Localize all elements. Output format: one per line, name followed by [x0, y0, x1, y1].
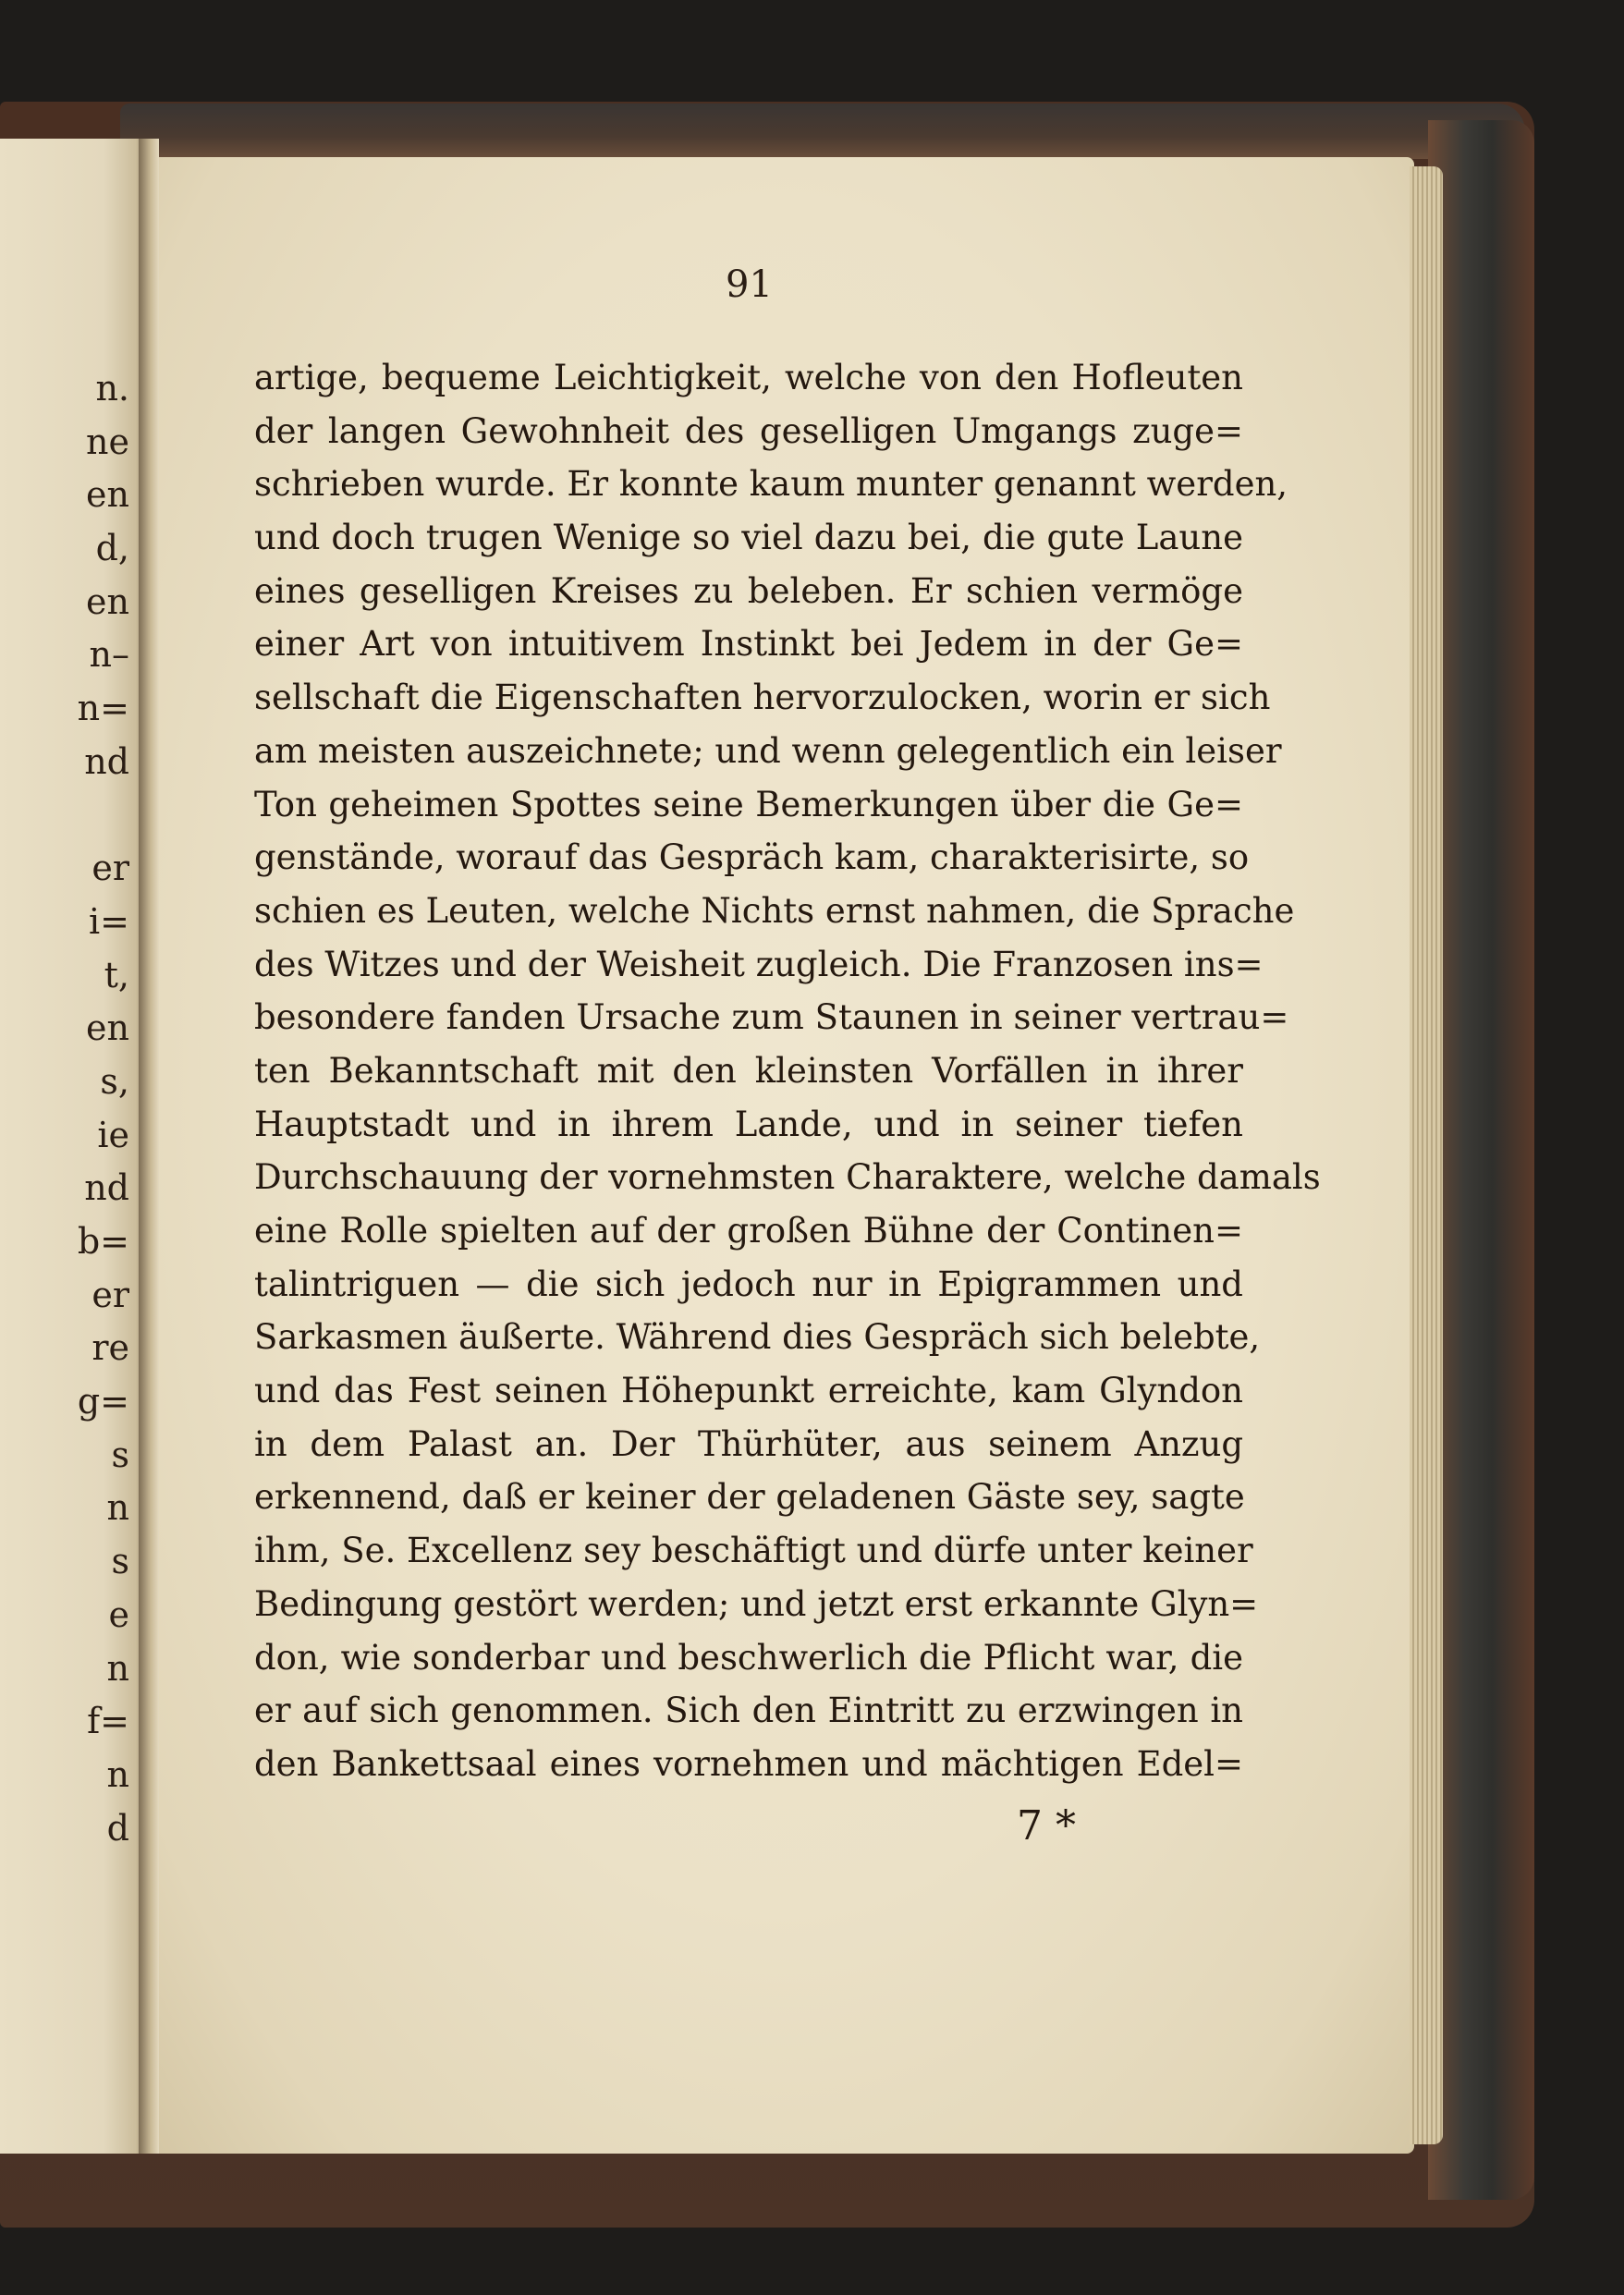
left-page-fragment: n [106, 1487, 129, 1529]
left-page-fragment: en [86, 1007, 129, 1049]
page-number: 91 [726, 263, 773, 306]
text-line: Bedingung gestört werden; und jetzt erst erkannte Glyn= [254, 1583, 1259, 1624]
left-page-fragment: n [106, 1647, 129, 1689]
left-page-fragment: nd [84, 740, 129, 782]
text-line: artige, bequeme Leichtigkeit, welche von den Hofleuten [254, 358, 1243, 397]
left-page-fragment: nd [84, 1167, 129, 1209]
page-body-text [254, 351, 1321, 1791]
text-line: talintriguen — die sich jedoch nur in Epigrammen und [254, 1263, 1243, 1304]
left-page-fragment: s [111, 1541, 129, 1582]
book-cover-top-edge [120, 104, 1525, 159]
left-page-fragment: en [86, 474, 129, 516]
left-page-fragment: n. [95, 368, 129, 409]
text-line: den Bankettsaal eines vornehmen und mächtigen Edel= [254, 1743, 1243, 1784]
text-line: er auf sich genommen. Sich den Eintritt zu erzwingen in [254, 1691, 1243, 1731]
book-gutter [139, 139, 159, 2154]
left-page-fragment: s, [100, 1060, 129, 1102]
text-line: Sarkasmen äußerte. Während dies Gespräch sich belebte, [254, 1317, 1261, 1358]
signature-mark: 7 * [1017, 1802, 1076, 1849]
book-cover-fore-edge [1428, 120, 1534, 2200]
left-page-fragment: n [106, 1753, 129, 1795]
text-line: genstände, worauf das Gespräch kam, charakterisirte, so [254, 837, 1250, 878]
text-line: und das Fest seinen Höhepunkt erreichte, kam Glyndon [254, 1371, 1243, 1411]
page-stack [1410, 166, 1443, 2144]
left-page-fragment: d, [95, 528, 129, 569]
text-line: Ton geheimen Spottes seine Bemerkungen über die Ge= [254, 784, 1243, 824]
text-line: in dem Palast an. Der Thürhüter, aus seinem Anzug [254, 1423, 1243, 1464]
left-page-fragment: d [106, 1807, 129, 1849]
left-page-fragment: e [108, 1593, 129, 1635]
left-page-fragment: ne [86, 421, 129, 462]
text-line: ihm, Se. Excellenz sey beschäftigt und dürfe unter keiner [254, 1531, 1253, 1571]
left-page-fragment: er [92, 848, 129, 889]
text-line: eine Rolle spielten auf der großen Bühne der Continen= [254, 1211, 1243, 1251]
text-line: eines geselligen Kreises zu beleben. Er schien vermöge [254, 570, 1243, 611]
left-page-fragment: re [92, 1327, 129, 1369]
text-line: Hauptstadt und in ihrem Lande, und in seiner tiefen [254, 1104, 1243, 1144]
text-line: sellschaft die Eigenschaften hervorzulocken, worin er sich [254, 678, 1271, 718]
text-line: der langen Gewohnheit des geselligen Umgangs zuge= [254, 410, 1243, 451]
text-line: am meisten auszeichnete; und wenn gelegentlich ein leiser [254, 730, 1282, 771]
left-page-text-fragments [0, 362, 129, 1855]
left-page-fragment: n= [77, 688, 129, 729]
text-line: erkennend, daß er keiner der geladenen Gäste sey, sagte [254, 1477, 1245, 1518]
text-line: Durchschauung der vornehmsten Charaktere, welche damals [254, 1157, 1321, 1198]
left-page-fragment: f= [87, 1701, 129, 1742]
text-line: einer Art von intuitivem Instinkt bei Jedem in der Ge= [254, 624, 1243, 665]
left-page-fragment: s [111, 1434, 129, 1475]
left-page-fragment [0, 789, 129, 843]
text-line: ten Bekanntschaft mit den kleinsten Vorfällen in ihrer [254, 1050, 1243, 1091]
text-line: des Witzes und der Weisheit zugleich. Die Franzosen ins= [254, 944, 1264, 984]
left-page-fragment: er [92, 1274, 129, 1315]
text-line: don, wie sonderbar und beschwerlich die Pflicht war, die [254, 1637, 1243, 1678]
text-line: schrieben wurde. Er konnte kaum munter genannt werden, [254, 464, 1288, 505]
left-page-fragment: i= [89, 900, 129, 942]
text-line: besondere fanden Ursache zum Staunen in seiner vertrau= [254, 997, 1289, 1038]
left-page-fragment: en [86, 580, 129, 622]
left-page-fragment: n– [89, 634, 129, 676]
left-page-fragment: ie [97, 1114, 129, 1155]
left-page-fragment: t, [104, 954, 129, 995]
left-page-fragment: g= [77, 1381, 129, 1422]
left-page-fragment: b= [77, 1221, 129, 1262]
text-line: und doch trugen Wenige so viel dazu bei, die gute Laune [254, 518, 1243, 558]
text-line: schien es Leuten, welche Nichts ernst nahmen, die Sprache [254, 890, 1295, 931]
